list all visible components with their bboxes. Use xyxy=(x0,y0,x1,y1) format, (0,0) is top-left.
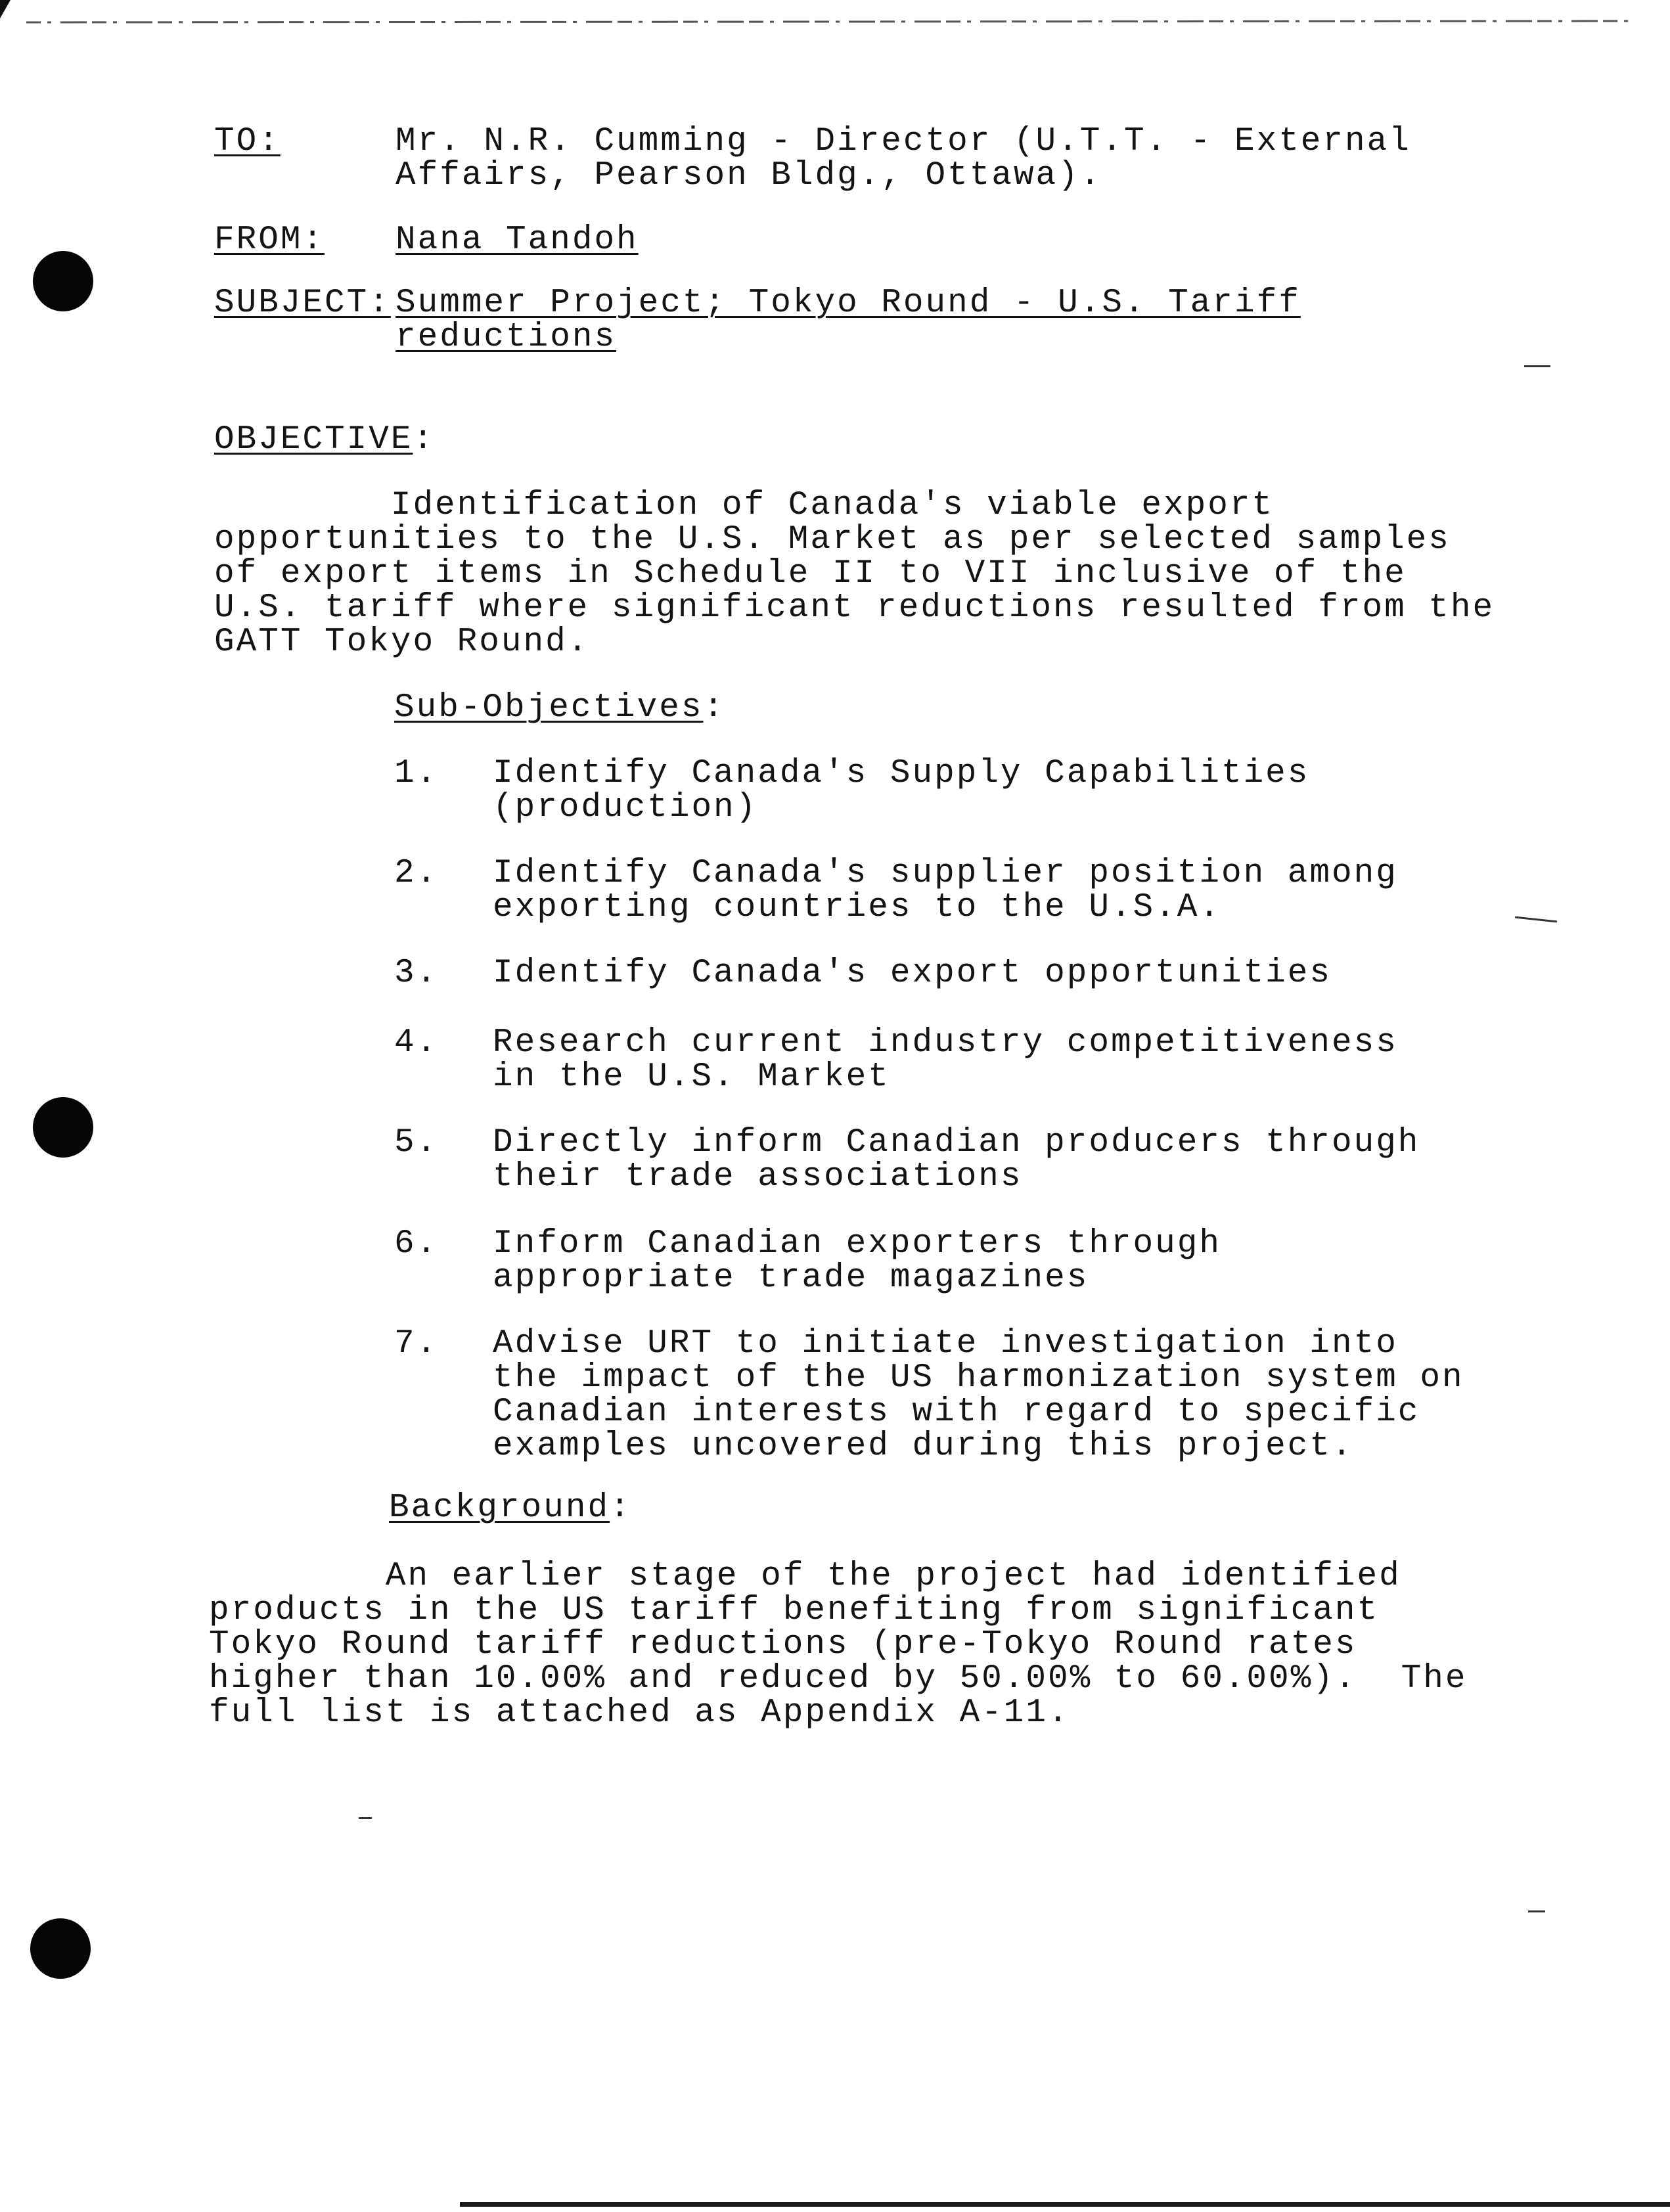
objective-paragraph: Identification of Canada's viable export opportunities to the U.S. Market as per selected samples of export items in Schedule II to VII inclusive of the U.S. tariff where significant reductions resulted from the GATT Tokyo Round. xyxy=(214,487,1495,661)
item-text: Inform Canadian exporters through appropriate trade magazines xyxy=(493,1225,1221,1297)
background-paragraph: An earlier stage of the project had identified products in the US tariff benefiting from significant Tokyo Round tariff reductions (pre-Tokyo Round rates higher than 10.00% and reduced by 50.00% to 60.00%). The full list is attached as Appendix A-11. xyxy=(209,1558,1468,1732)
scan-top-edge-line xyxy=(0,0,1670,39)
item-text: Directly inform Canadian producers through their trade associations xyxy=(493,1124,1420,1196)
objective-heading-colon: : xyxy=(413,421,436,459)
item-number: 3. xyxy=(394,955,439,992)
scan-speck xyxy=(1528,1910,1545,1912)
subject-text: Summer Project; Tokyo Round - U.S. Tariff reductions xyxy=(395,284,1301,356)
punch-hole xyxy=(30,1918,91,1979)
item-text: Identify Canada's supplier position among exporting countries to the U.S.A. xyxy=(493,855,1398,926)
item-text: Identify Canada's Supply Capabilities (production) xyxy=(493,755,1310,826)
scan-speck xyxy=(1515,916,1557,923)
from-sender: Nana Tandoh xyxy=(395,221,639,259)
item-number: 5. xyxy=(394,1124,439,1162)
sub-objectives-heading xyxy=(394,691,725,725)
item-text: Identify Canada's export opportunities xyxy=(493,955,1332,992)
from-label: FROM: xyxy=(214,221,325,259)
background-heading-colon: : xyxy=(610,1489,632,1527)
background-heading xyxy=(389,1491,632,1525)
item-number: 1. xyxy=(394,755,439,792)
item-number: 4. xyxy=(394,1024,439,1062)
background-heading-text: Background xyxy=(389,1489,610,1527)
objective-heading xyxy=(214,423,435,457)
to-label: TO: xyxy=(214,123,281,160)
item-text: Advise URT to initiate investigation into the impact of the US harmonization system on Canadian interests with regard to specific examples uncovered during this project. xyxy=(493,1325,1464,1465)
objective-heading-text: OBJECTIVE xyxy=(214,421,413,459)
punch-hole xyxy=(33,1097,93,1158)
to-recipient: Mr. N.R. Cumming - Director (U.T.T. - External Affairs, Pearson Bldg., Ottawa). xyxy=(395,123,1411,194)
subject-label: SUBJECT: xyxy=(214,284,391,322)
item-number: 7. xyxy=(394,1325,439,1363)
scan-speck xyxy=(1524,365,1550,367)
sub-objectives-heading-text: Sub-Objectives xyxy=(394,689,704,727)
item-text: Research current industry competitiveness in the U.S. Market xyxy=(493,1024,1398,1096)
scan-bottom-edge-line xyxy=(460,2202,1670,2207)
scan-speck xyxy=(359,1817,372,1819)
punch-hole xyxy=(33,251,93,311)
sub-objectives-heading-colon: : xyxy=(703,689,726,727)
item-number: 6. xyxy=(394,1225,439,1263)
item-number: 2. xyxy=(394,855,439,892)
